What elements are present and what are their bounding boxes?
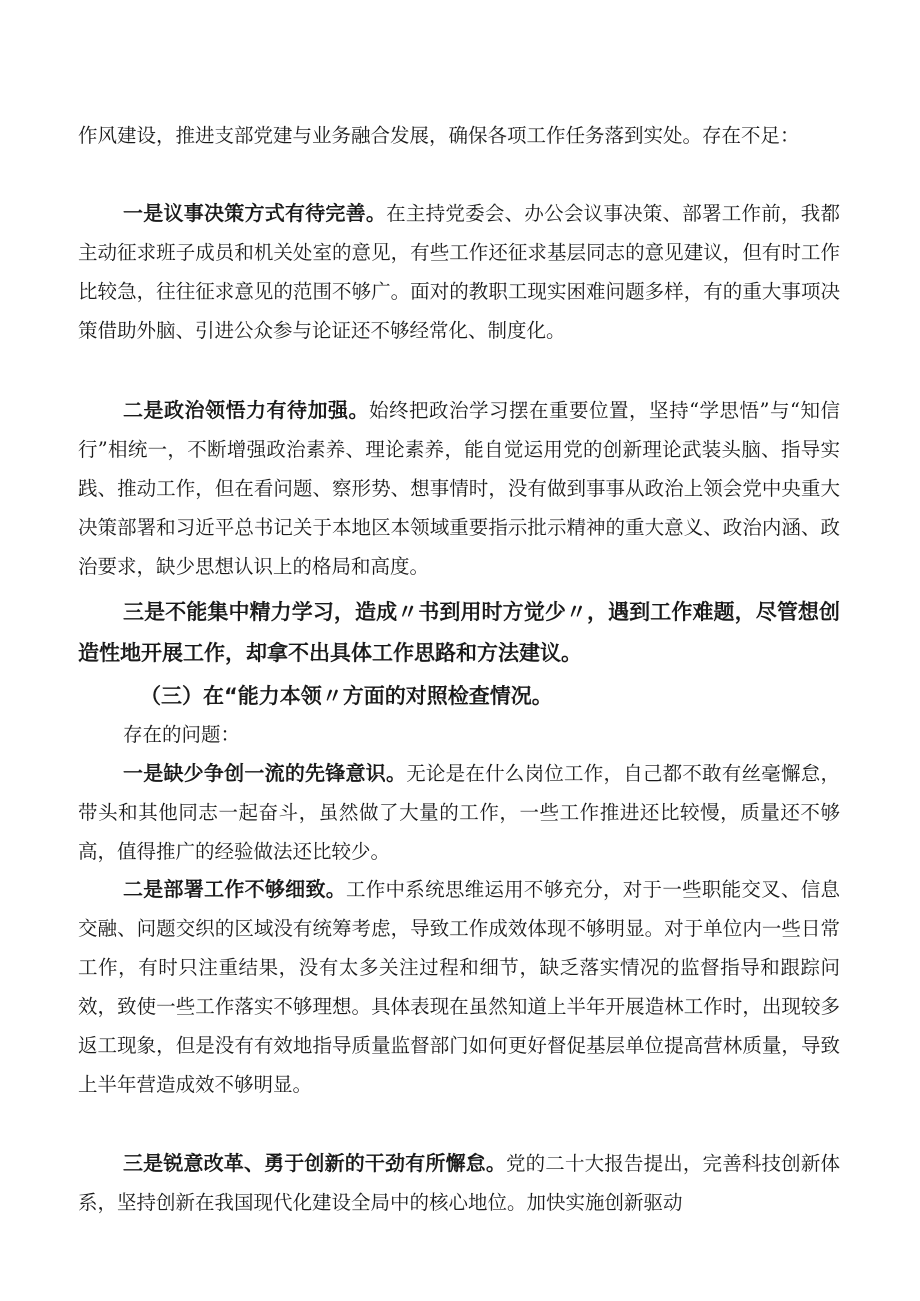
paragraph-work-deployment (78, 870, 840, 1104)
paragraph-pioneer-awareness (78, 754, 840, 871)
problems-label: 存在的问题： (123, 723, 241, 746)
paragraph-decision-making (78, 194, 840, 350)
paragraph-lead: 一是缺少争创一流的先锋意识。 (123, 761, 407, 785)
paragraph-lead: 二是部署工作不够细致。 (123, 877, 346, 901)
intro-paragraph: 作风建设，推进支部党建与业务融合发展，确保各项工作任务落到实处。存在不足： (78, 124, 800, 147)
paragraph-lead: 二是政治领悟力有待加强。 (123, 398, 370, 422)
paragraph-body: 始终把政治学习摆在重要位置，坚持“学思悟”与“知信行”相统一，不断增强政治素养、理论素养，能自觉运用党的创新理论武装头脑、指导实践、推动工作，但在看问题、察形势、想事情时，没有做到事事从政治上领会党中央重大决策部署和习近平总书记关于本地区本领域重要指示批示精神的重大意义、政治内涵、政治要求，缺少思想认识上的格局和高度。 (78, 399, 840, 578)
paragraph-lead: 三是锐意改革、勇于创新的干劲有所懈怠。 (123, 1151, 506, 1175)
paragraph-body: 在主持党委会、办公会议事决策、部署工作前，我都主动征求班子成员和机关处室的意见，有些工作还征求基层同志的意见建议，但有时工作比较急，往往征求意见的范围不够广。面对的教职工现实困难问题多样，有的重大事项决策借助外脑、引进公众参与论证还不够经常化、制度化。 (78, 202, 840, 342)
paragraph-body: 工作中系统思维运用不够充分，对于一些职能交叉、信息交融、问题交织的区域没有统筹考虑，导致工作成效体现不够明显。对于单位内一些日常工作，有时只注重结果，没有太多关注过程和细节，缺乏落实情况的监督指导和跟踪问效，致使一些工作落实不够理想。具体表现在虽然知道上半年开展造林工作时，出现较多返工现象，但是没有有效地指导质量监督部门如何更好督促基层单位提高营林质量，导致上半年营造成效不够明显。 (78, 878, 840, 1096)
paragraph-reform-innovation (78, 1144, 840, 1222)
paragraph-political-awareness (78, 391, 840, 586)
paragraph-lead: 一是议事决策方式有待完善。 (123, 201, 387, 225)
section-heading: （三）在“能力本领〃方面的对照检查情况。 (140, 684, 553, 708)
paragraph-body: 党的二十大报告提出，完善科技创新体系，坚持创新在我国现代化建设全局中的核心地位。加快实施创新驱动 (78, 1152, 840, 1214)
paragraph-body: 无论是在什么岗位工作，自己都不敢有丝毫懈怠，带头和其他同志一起奋斗，虽然做了大量的工作，一些工作推进还比较慢，质量还不够高，值得推广的经验做法还比较少。 (78, 762, 840, 863)
paragraph-focused-study: 三是不能集中精力学习，造成〃书到用时方觉少〃，遇到工作难题，尽管想创造性地开展工作，却拿不出具体工作思路和方法建议。 (78, 600, 840, 665)
